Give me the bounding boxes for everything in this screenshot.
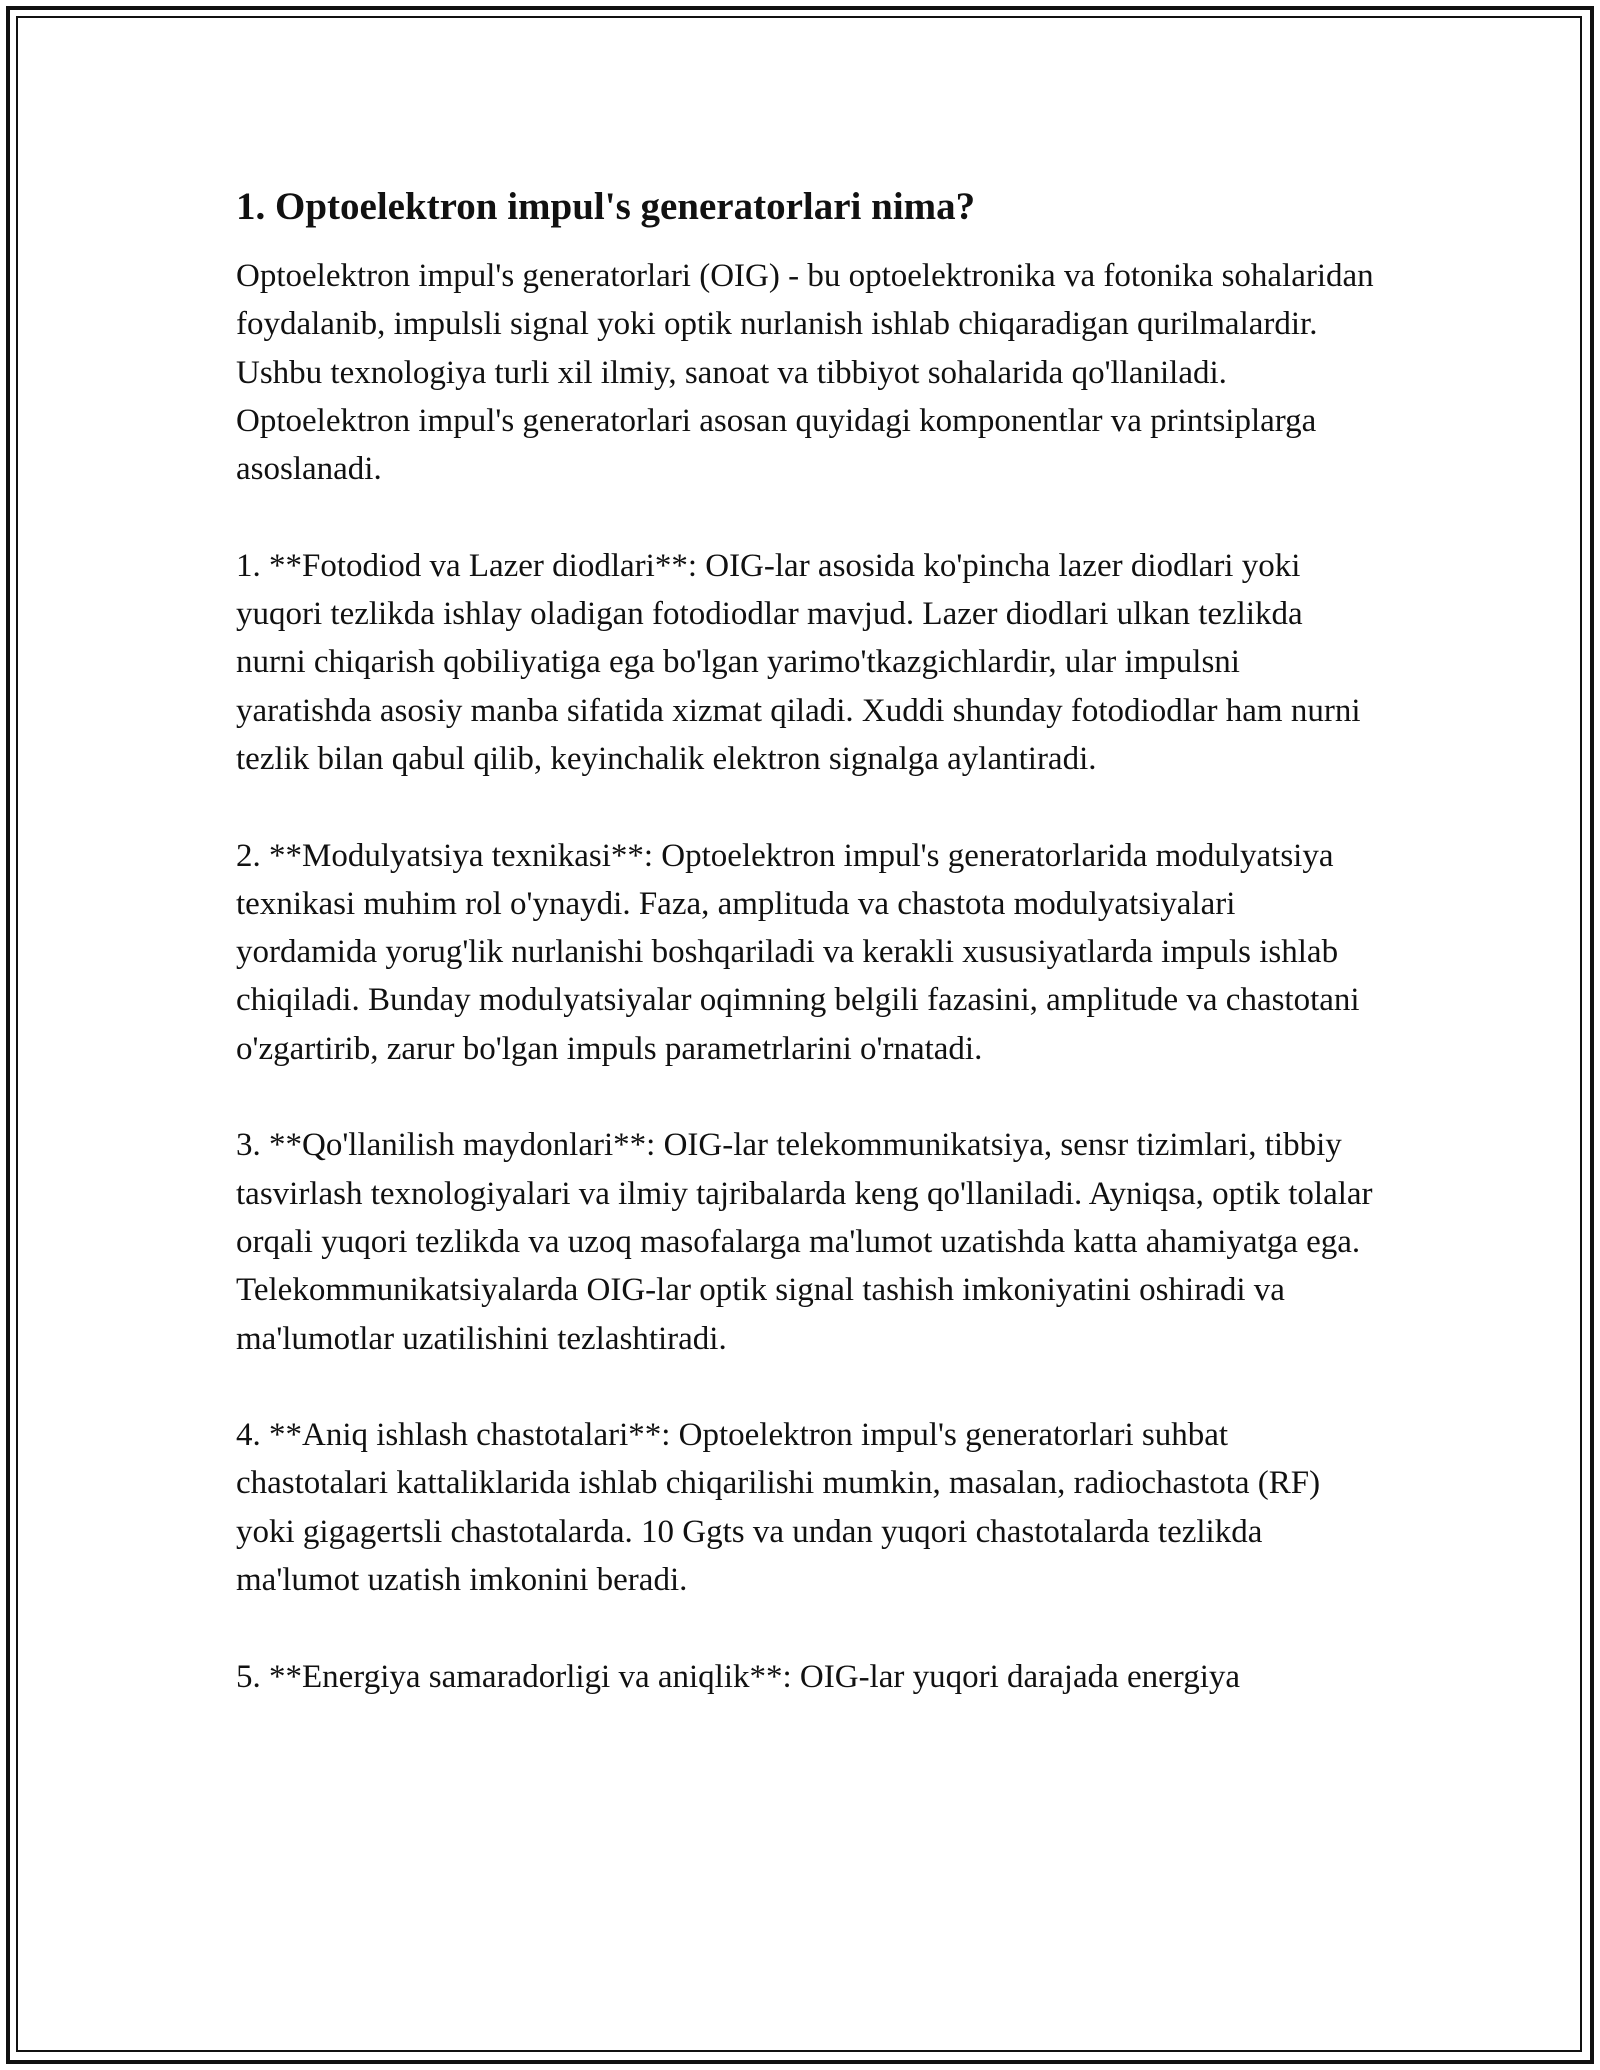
document-body	[236, 182, 1376, 1749]
paragraph-chastotalar: 4. **Aniq ishlash chastotalari**: Optoelektron impul's generatorlari suhbat chastotalari kattaliklarida ishlab chiqarilishi mumkin, masalan, radiochastota (RF) yoki gigagertsli chastotalarda. 10 Ggts va undan yuqori chastotalarda tezlikda ma'lumot uzatish imkonini beradi.	[236, 1417, 1321, 1599]
paragraph-fotodiod-lazer: 1. **Fotodiod va Lazer diodlari**: OIG-lar asosida ko'pincha lazer diodlari yoki yuqori tezlikda ishlay oladigan fotodiodlar mavjud. Lazer diodlari ulkan tezlikda nurni chiqarish qobiliyatiga ega bo'lgan yarimo'tkazgichlardir, ular impulsni yaratishda asosiy manba sifatida xizmat qiladi. Xuddi shunday fotodiodlar ham nurni tezlik bilan qabul qilib, keyinchalik elektron signalga aylantiradi.	[236, 547, 1361, 777]
document-title: 1. Optoelektron impul's generatorlari nima?	[236, 185, 976, 228]
paragraph-qollanilish: 3. **Qo'llanilish maydonlari**: OIG-lar telekommunikatsiya, sensr tizimlari, tibbiy tasvirlash texnologiyalari va ilmiy tajribalarda keng qo'llaniladi. Ayniqsa, optik tolalar orqali yuqori tezlikda va uzoq masofalarga ma'lumot uzatishda katta ahamiyatga ega. Telekommunikatsiyalarda OIG-lar optik signal tashish imkoniyatini oshiradi va ma'lumotlar uzatilishini tezlashtiradi.	[236, 1127, 1373, 1357]
paragraph-modulyatsiya: 2. **Modulyatsiya texnikasi**: Optoelektron impul's generatorlarida modulyatsiya texnikasi muhim rol o'ynaydi. Faza, amplituda va chastota modulyatsiyalari yordamida yorug'lik nurlanishi boshqariladi va kerakli xususiyatlarda impuls ishlab chiqiladi. Bunday modulyatsiyalar oqimning belgili fazasini, amplitude va chastotani o'zgartirib, zarur bo'lgan impuls parametrlarini o'rnatadi.	[236, 837, 1360, 1067]
paragraph-energiya: 5. **Energiya samaradorligi va aniqlik**: OIG-lar yuqori darajada energiya	[236, 1658, 1241, 1695]
intro-paragraph: Optoelektron impul's generatorlari (OIG) - bu optoelektronika va fotonika sohalaridan foydalanib, impulsli signal yoki optik nurlanish ishlab chiqaradigan qurilmalardir. Ushbu texnologiya turli xil ilmiy, sanoat va tibbiyot sohalarida qo'llaniladi. Optoelektron impul's generatorlari asosan quyidagi komponentlar va printsiplarga asoslanadi.	[236, 258, 1374, 488]
